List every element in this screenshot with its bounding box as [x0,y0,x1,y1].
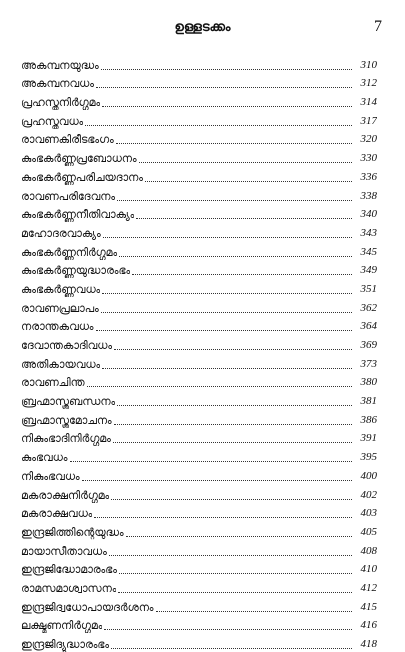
toc-entry-title: രാവണപ്രലാപം [21,301,99,315]
dot-leader [145,181,352,182]
page-number: 7 [374,18,382,35]
toc-entry-title: മഹോദരവാക്യം [21,226,101,240]
dot-leader [132,274,352,275]
dot-leader [82,480,352,481]
toc-entry [21,596,377,615]
dot-leader [118,592,352,593]
toc-entry [21,278,377,297]
dot-leader [96,87,352,88]
toc-entry-page: 343 [360,226,377,239]
toc-entry [21,91,377,110]
toc-entry-page: 418 [360,638,377,650]
dot-leader [102,293,352,294]
toc-entry-page: 391 [360,432,377,445]
dot-leader [104,629,352,630]
toc-entry-page: 405 [360,525,377,538]
toc-entry-page: 330 [360,152,377,165]
page-header [0,18,405,42]
toc-entry-page: 320 [360,133,377,146]
running-title: ഉള്ളടക്കം [174,20,231,35]
toc-entry-title: നരാന്തകവധം [21,320,94,334]
toc-entry-page: 345 [360,245,377,258]
toc-entry-title: നികുംഭാദിനിർഗ്ഗമം [21,432,111,446]
toc-entry-title: കുംഭകർണ്ണനിർഗ്ഗമം [21,245,118,259]
toc-entry-title: രാമസമാശ്വാസനം [21,581,117,595]
dot-leader [109,555,352,556]
toc-entry [21,147,377,166]
toc-entry-title: രാവണപരിദേവനം [21,189,116,203]
toc-entry [21,372,377,391]
toc-entry-title: കുംഭകർണ്ണനീതിവാക്യം [21,208,135,222]
toc-entry-page: 362 [360,301,377,314]
toc-entry-title: അകമ്പനയുദ്ധം [21,58,99,72]
toc-entry-title: ഇന്ദ്രജിത്തിന്റെയുദ്ധം [21,525,124,539]
toc-entry-page: 314 [360,96,377,109]
dot-leader [87,386,352,387]
toc-entry-title: കുംഭകർണ്ണപ്രബോധനം [21,152,137,166]
toc-entry [21,484,377,503]
toc-entry [21,390,377,409]
toc-entry-title: ഇന്ദ്രജിദ്യുദ്ധാരംഭം [21,638,110,651]
dot-leader [156,611,352,612]
dot-leader [117,405,352,406]
dot-leader [116,143,352,144]
toc-entry-page: 415 [360,600,377,613]
toc-entry-title: ഇന്ദ്രജിദ്ധോമാരംഭം [21,563,117,577]
toc-entry [21,559,377,578]
toc-entry [21,129,377,148]
toc-entry [21,503,377,522]
toc-entry [21,446,377,465]
dot-leader [119,573,352,574]
toc-entry-page: 349 [360,264,377,277]
toc-entry-page: 310 [360,58,377,71]
toc-entry [21,316,377,335]
toc-entry-title: കുംഭകർണ്ണവധം [21,282,101,296]
toc-entry [21,204,377,223]
toc-entry-page: 400 [360,469,377,482]
toc-entry-title: മായാസീതാവധം [21,544,107,558]
toc-entry-page: 410 [360,563,377,576]
toc-entry-title: മകരാക്ഷവധം [21,507,93,521]
toc-entry [21,353,377,372]
toc-entry-title: ദേവാന്തകാദിവധം [21,339,113,352]
dot-leader [85,125,352,126]
toc-entry-title: നികുംഭവധം [21,469,80,483]
toc-entry [21,334,377,353]
dot-leader [126,536,352,537]
dot-leader [117,200,352,201]
toc-entry [21,260,377,279]
toc-entry [21,615,377,634]
dot-leader [94,517,352,518]
toc-entry-page: 381 [360,395,377,408]
toc-entry-title: കുംഭവധം [21,451,68,465]
toc-entry-page: 373 [360,357,377,370]
dot-leader [101,312,352,313]
toc-entry-page: 364 [360,320,377,333]
toc-entry [21,73,377,92]
toc-entry-title: രാവണകിരീടഭംഗം [21,133,114,147]
dot-leader [111,499,352,500]
toc-entry [21,521,377,540]
toc-entry [21,185,377,204]
toc-entry-title: ഇന്ദ്രജിദ്വധോപായദർശനം [21,600,154,614]
dot-leader [119,256,352,257]
toc-entry [21,465,377,484]
toc-entry-title: ബ്രഹ്മാസ്ത്രബന്ധനം [21,395,116,409]
toc-entry [21,241,377,260]
toc-entry-page: 402 [360,488,377,501]
toc-entry-title: കുംഭകർണ്ണപരിചയദാനം [21,170,143,184]
table-of-contents [21,54,377,652]
toc-entry [21,633,377,652]
toc-entry-page: 386 [360,413,377,426]
toc-entry [21,297,377,316]
dot-leader [96,330,352,331]
toc-entry-page: 412 [360,581,377,594]
dot-leader [114,424,352,425]
dot-leader [103,237,352,238]
toc-entry-page: 369 [360,339,377,351]
toc-entry-title: ലക്ഷ്മണനിർഗ്ഗമം [21,619,103,633]
toc-entry-title: രാവണചിന്ത [21,376,85,390]
dot-leader [111,648,352,649]
dot-leader [101,69,352,70]
dot-leader [70,461,353,462]
toc-entry-page: 395 [360,451,377,464]
toc-entry [21,166,377,185]
toc-entry-title: ബ്രഹ്മാസ്ത്രമോചനം [21,413,112,427]
dot-leader [102,368,352,369]
toc-entry-page: 317 [360,114,377,127]
toc-entry-page: 312 [360,77,377,90]
toc-entry [21,577,377,596]
toc-entry [21,428,377,447]
dot-leader [102,106,352,107]
toc-entry-page: 336 [360,170,377,183]
toc-entry [21,409,377,428]
toc-entry-page: 403 [360,507,377,520]
toc-entry-page: 340 [360,208,377,221]
toc-entry [21,222,377,241]
toc-entry-title: പ്രഹസ്തവധം [21,114,84,128]
dot-leader [114,349,352,350]
toc-entry-page: 408 [360,544,377,557]
toc-entry-page: 351 [360,282,377,295]
dot-leader [139,162,352,163]
toc-entry-title: അകമ്പനവധം [21,77,94,91]
toc-entry [21,54,377,73]
toc-entry-title: കുംഭകർണ്ണയുദ്ധാരംഭം [21,264,131,278]
toc-entry-title: മകരാക്ഷനിർഗ്ഗമം [21,488,110,502]
dot-leader [136,218,352,219]
toc-entry-page: 338 [360,189,377,202]
toc-entry-page: 416 [360,619,377,632]
toc-entry-title: പ്രഹസ്തനിർഗ്ഗമം [21,96,101,110]
toc-entry [21,110,377,129]
toc-entry-title: അതികായവധം [21,357,101,371]
toc-entry-page: 380 [360,376,377,389]
toc-entry [21,540,377,559]
dot-leader [113,442,352,443]
